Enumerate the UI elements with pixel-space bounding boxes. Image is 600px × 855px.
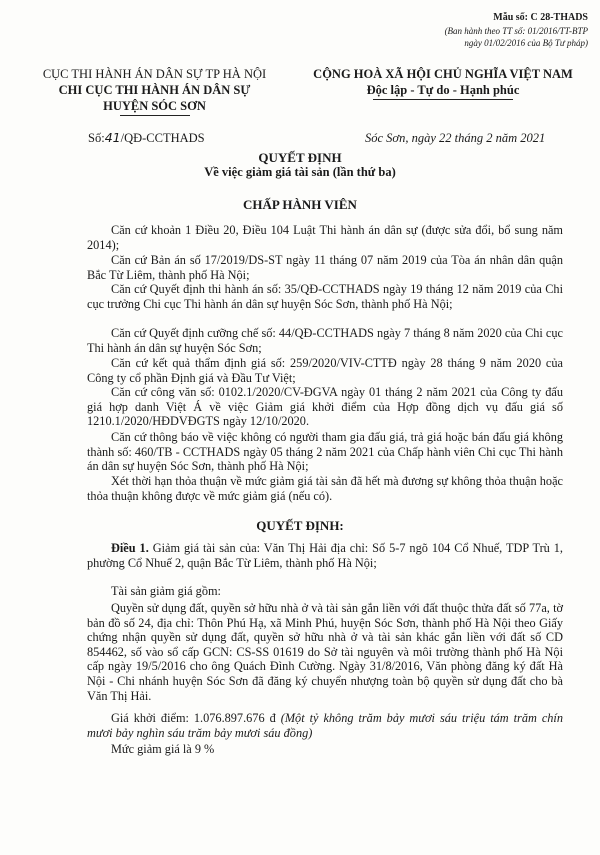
- document-title: QUYẾT ĐỊNH: [258, 150, 342, 165]
- basis-1: Căn cứ khoản 1 Điều 20, Điều 104 Luật Thi hành án dân sự (được sửa đổi, bổ sung năm 2014);: [87, 223, 563, 252]
- start-price: [87, 711, 563, 740]
- form-code: Mẫu số: C 28-THADS: [493, 12, 588, 23]
- nation-header: [298, 66, 588, 100]
- authority-heading: CHẤP HÀNH VIÊN: [243, 197, 357, 212]
- start-price-words: (Một tỷ không trăm bảy mươi sáu triệu tám trăm chín mươi bảy nghìn sáu trăm bảy mươi sáu đồng): [87, 711, 563, 740]
- form-note-line2: ngày 01/02/2016 của Bộ Tư pháp): [464, 38, 588, 48]
- basis-6: Căn cứ công văn số: 0102.1/2020/CV-ĐGVA ngày 01 tháng 2 năm 2021 của Công ty đấu giá hợp danh Việt Á về việc Giảm giá khởi điểm của Hợp đồng dịch vụ đấu giá số 1210.1/2020/HĐDVĐGTS ngày 12/10/2020.: [87, 385, 563, 429]
- asset-intro: Tài sản giảm giá gồm:: [111, 584, 221, 598]
- basis-7: Căn cứ thông báo về việc không có người tham gia đấu giá, trả giá hoặc bán đấu giá không thành số: 460/TB - CCTHADS ngày 05 tháng 2 năm 2021 của Chấp hành viên Chi cục Thi hành án dân sự huyện Sóc Sơn, thành phố Hà Nội;: [87, 430, 563, 474]
- reduction-rate: Mức giảm giá là 9 %: [111, 742, 215, 756]
- nation-underline: [373, 99, 513, 100]
- date-prefix: Sóc Sơn, ngày: [365, 131, 436, 145]
- start-price-label: Giá khởi điểm: 1.076.897.676 đ: [111, 711, 276, 725]
- document-subtitle: Về việc giảm giá tài sản (lần thứ ba): [204, 165, 396, 179]
- article-1-text: Giảm giá tài sản của: Văn Thị Hải địa chỉ: Số 5-7 ngõ 104 Cổ Nhuế, TDP Trù 1, phường Cổ Nhuế 2, quận Bắc Từ Liêm, thành phố Hà Nội;: [87, 541, 563, 570]
- document-number: [88, 130, 205, 146]
- doc-number-handwritten: 41: [104, 130, 121, 145]
- nation-line2: Độc lập - Tự do - Hạnh phúc: [366, 83, 520, 97]
- nation-line1: CỘNG HOÀ XÃ HỘI CHỦ NGHĨA VIỆT NAM: [313, 67, 573, 81]
- basis-2: Căn cứ Bản án số 17/2019/DS-ST ngày 11 tháng 07 năm 2019 của Tòa án nhân dân quận Bắc Từ Liêm, thành phố Hà Nội;: [87, 253, 563, 282]
- agency-line2: CHI CỤC THI HÀNH ÁN DÂN SỰ: [58, 83, 251, 97]
- form-note: [445, 25, 588, 49]
- asset-description: Quyền sử dụng đất, quyền sở hữu nhà ở và tài sản gắn liền với đất thuộc thửa đất số 77a, tờ bản đồ số 24, địa chỉ: Thôn Phú Hạ, xã Minh Phú, huyện Sóc Sơn, thành phố Hà Nội theo Giấy chứng nhận quyền sử dụng đất, quyền sở hữu nhà ở và tài sản khác gắn liền với đất số CD 854462, số vào sổ cấp GCN: CS-SS 01619 do Sở tài nguyên và môi trường thành phố Hà Nội cấp ngày 19/5/2016 cho ông Quách Đình Cường. Ngày 31/8/2016, Văn phòng đăng ký đất Hà Nội - Chi nhánh huyện Sóc Sơn đã đăng ký chuyển nhượng toàn bộ quyền sử dụng đất cho bà Văn Thị Hải.: [87, 601, 563, 703]
- article-1: [87, 541, 563, 570]
- date-rest: tháng 2 năm 2021: [454, 131, 546, 145]
- date-day-handwritten: 22: [439, 131, 452, 145]
- article-1-label: Điều 1.: [111, 541, 149, 555]
- doc-number-suffix: /QĐ-CCTHADS: [120, 131, 205, 145]
- agency-line1: CỤC THI HÀNH ÁN DÂN SỰ TP HÀ NỘI: [42, 67, 267, 81]
- basis-5: Căn cứ kết quả thẩm định giá số: 259/2020/VIV-CTTĐ ngày 28 tháng 9 năm 2020 của Công ty cổ phần Định giá và Đầu Tư Việt;: [87, 356, 563, 385]
- agency-line3: HUYỆN SÓC SƠN: [103, 99, 206, 113]
- decision-heading: QUYẾT ĐỊNH:: [256, 518, 344, 533]
- basis-4: Căn cứ Quyết định cưỡng chế số: 44/QĐ-CCTHADS ngày 7 tháng 8 năm 2020 của Chi cục Thi hành án dân sự huyện Sóc Sơn;: [87, 326, 563, 355]
- doc-number-prefix: Số:: [88, 131, 105, 145]
- agency-header: [22, 66, 287, 116]
- date-line: [365, 131, 545, 146]
- basis-8: Xét thời hạn thỏa thuận về mức giảm giá tài sản đã hết mà đương sự không thỏa thuận hoặc thỏa thuận không được về mức giảm giá (nếu có).: [87, 474, 563, 503]
- form-note-line1: (Ban hành theo TT số: 01/2016/TT-BTP: [444, 26, 588, 36]
- agency-underline: [120, 115, 190, 116]
- basis-3: Căn cứ Quyết định thi hành án số: 35/QĐ-CCTHADS ngày 19 tháng 12 năm 2019 của Chi cục trưởng Chi cục Thi hành án dân sự huyện Sóc Sơn, thành phố Hà Nội;: [87, 282, 563, 311]
